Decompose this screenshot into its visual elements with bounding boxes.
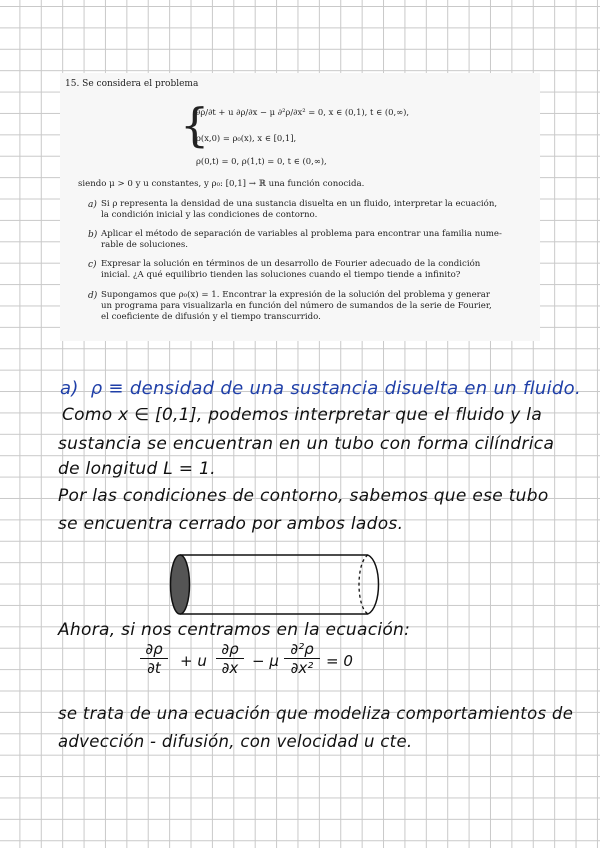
fraction-numerator: ∂²ρ (284, 640, 320, 659)
note-line-1 (60, 378, 581, 399)
item-d-line1: Supongamos que ρ₀(x) = 1. Encontrar la expresión de la solución del problema y generar (101, 290, 491, 300)
minus-mu: − μ (252, 652, 279, 670)
note-line-5: Por las condiciones de contorno, sabemos que ese tubo (58, 486, 549, 506)
closed-tube-drawing (168, 552, 383, 618)
note-line-9: advección - difusión, con velocidad u cte. (58, 732, 413, 751)
problem-statement (60, 73, 540, 341)
note-line-6: se encuentra cerrado por ambos lados. (58, 514, 404, 534)
fraction-drho-dx (216, 640, 244, 677)
item-d-line2: un programa para visualizarla en función del número de sumandos de la serie de Fourier, (101, 301, 492, 311)
item-d-line3: el coeficiente de difusión y el tiempo transcurrido. (101, 312, 321, 322)
note-line-2: Como x ∈ [0,1], podemos interpretar que el fluido y la (62, 405, 543, 425)
note-line-7: Ahora, si nos centramos en la ecuación: (58, 620, 411, 640)
plus-u: + u (180, 652, 207, 670)
item-d-label: d) (88, 291, 98, 301)
fraction-numerator: ∂ρ (216, 640, 244, 659)
item-b-line2: rable de soluciones. (101, 240, 188, 250)
item-c-line2: inicial. ¿A qué equilibrio tienden las soluciones cuando el tiempo tiende a infinito? (101, 270, 461, 280)
item-c-label: c) (88, 260, 97, 270)
note-part-a-label: a) (60, 378, 79, 399)
fraction-denominator: ∂x (221, 659, 239, 677)
fraction-d2rho-dx2 (284, 640, 320, 677)
fraction-numerator: ∂ρ (140, 640, 168, 659)
item-b-line1: Aplicar el método de separación de variables al problema para encontrar una familia nume- (101, 229, 502, 239)
problem-heading: 15. Se considera el problema (65, 79, 199, 89)
item-a-label: a) (88, 200, 97, 210)
item-a-line2: la condición inicial y las condiciones de contorno. (101, 210, 318, 220)
fraction-denominator: ∂t (147, 659, 161, 677)
item-b-label: b) (88, 230, 98, 240)
tube-right-hidden-rim (359, 555, 368, 614)
note-line-3: sustancia se encuentran en un tubo con forma cilíndrica (58, 434, 555, 454)
advection-diffusion-equation (140, 640, 370, 690)
note-density-definition: ρ ≡ densidad de una sustancia disuelta en un fluido. (90, 378, 581, 399)
fraction-denominator: ∂x² (290, 659, 314, 677)
note-line-4: de longitud L = 1. (58, 459, 216, 479)
tube-left-cap (171, 555, 190, 614)
item-c-line1: Expresar la solución en términos de un desarrollo de Fourier adecuado de la condición (101, 259, 481, 269)
boundary-condition: ρ(0,t) = 0, ρ(1,t) = 0, t ∈ (0,∞), (196, 156, 327, 166)
equals-zero: = 0 (326, 652, 353, 670)
item-a-line1: Si ρ representa la densidad de una sustancia disuelta en un fluido, interpretar la ecuación, (101, 199, 498, 209)
initial-condition: ρ(x,0) = ρ₀(x), x ∈ [0,1], (196, 133, 297, 143)
note-line-8: se trata de una ecuación que modeliza comportamientos de (58, 704, 574, 723)
system-brace: { (180, 98, 210, 152)
tube-right-rim (368, 555, 379, 614)
pde-equation: ∂ρ/∂t + u ∂ρ/∂x − μ ∂²ρ/∂x² = 0, x ∈ (0,1), t ∈ (0,∞), (196, 107, 410, 117)
fraction-drho-dt (140, 640, 168, 677)
given-statement: siendo μ > 0 y u constantes, y ρ₀: [0,1] → ℝ una función conocida. (78, 179, 365, 189)
